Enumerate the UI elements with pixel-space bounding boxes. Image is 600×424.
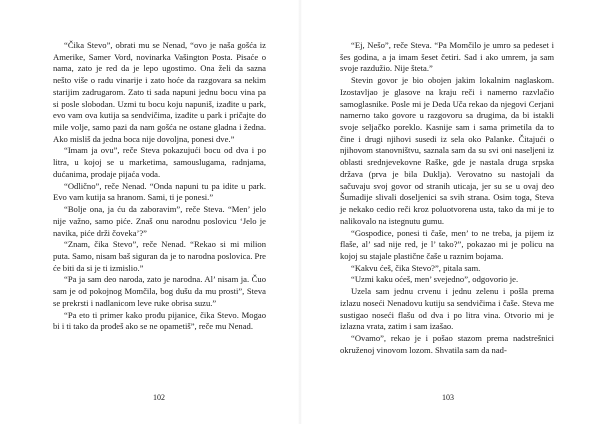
right-page xyxy=(300,0,600,424)
right-page-text xyxy=(340,40,554,356)
paragraph: “Odlično”, reče Nenad. “Onda napuni tu pa idite u park. Evo vam kutija sa hranom. Sami, ti je ponesi.” xyxy=(53,180,266,203)
paragraph: “Gospođice, ponesi ti čaše, men’ to ne treba, ja pijem iz flaše, al’ sad nije red, je l’ tako?”, pokazao mi je policu na kojoj su stajale plastične čaše u raznim bojama. xyxy=(340,227,554,261)
paragraph: “Imam ja ovu”, reče Steva pokazujući bocu od dva i po litra, u kojoj se u marketima, samouslugama, radnjama, dućanima, prodaje pijaća voda. xyxy=(53,145,266,179)
paragraph: “Pa ja sam deo naroda, zato je narodna. Al’ nisam ja. Čuo sam je od pokojnog Momčila, bog dušu da mu prosti”, Steva se prekrsti i nadlanicom leve ruke obrisa suzu.” xyxy=(53,274,266,308)
page-number: 102 xyxy=(153,393,165,402)
paragraph: “Pa eto ti primer kako prođu pijanice, čika Stevo. Mogao bi i ti tako da prođeš ako se ne opametiš”, reče mu Nenad. xyxy=(53,309,266,332)
paragraph: “Bolje ona, ja ću da zaboravim”, reče Steva. “Men’ jelo nije važno, samo piće. Znaš onu narodnu poslovicu ‘Jelo je navika, piće drži čoveka’?” xyxy=(53,204,266,238)
paragraph: “Znam, čika Stevo”, reče Nenad. “Rekao si mi milion puta. Samo, nisam baš siguran da je to narodna poslovica. Pre će biti da si je ti izmislio.” xyxy=(53,239,266,273)
paragraph: “Kakvu ćeš, čika Stevo?”, pitala sam. xyxy=(351,262,481,273)
page-number: 103 xyxy=(442,393,454,402)
paragraph: “Ovamo”, rekao je i pošao stazom prema nadstrešnici okruženoj vinovom lozom. Shvatila sam da nad- xyxy=(340,332,554,355)
paragraph: Stevin govor je bio obojen jakim lokalnim naglaskom. Izostavljao je glasove na kraju reči i namerno razvlačio samoglasnike. Posle mi je Deda Uča rekao da njegovi Cerjani namerno tako govore u razgovoru sa drugima, da bi istakli svoje seljačko poreklo. Kasnije sam i sama primetila da to čine i drugi njihovi susedi iz sela oko Palanke. Čitajući o njihovom stanovništvu, saznala sam da su svi oni naseljeni iz oblasti srednjevekovne Raške, gde je nastala druga srpska država (prva je bila Duklja). Verovatno su nastojali da sačuvaju svoj govor od stranih uticaja, jer su se u ovaj deo Šumadije slivali doseljenici sa svih strana. Osim toga, Steva je nekako cedio reči kroz poluotvorena usta, tako da mi je to nalikovalo na istegnutu gumu. xyxy=(340,75,554,226)
left-page-text xyxy=(53,40,266,333)
paragraph: “Uzmi kaku oćeš, men’ svejedno”, odgovorio je. xyxy=(351,274,519,285)
paragraph: Uzela sam jednu crvenu i jednu zelenu i pošla prema izlazu noseći Nenadovu kutiju sa sendvičima i čaše. Steva me sustigao noseći flašu od dva i po litra vina. Otvorio mi je izlazna vrata, zatim i sam izašao. xyxy=(340,286,554,332)
paragraph: “Čika Stevo”, obrati mu se Nenad, “ovo je naša gošća iz Amerike, Samer Vord, novinarka Vašington Posta. Pisaće o nama, zato je red da je lepo ugostimo. Ona želi da sazna nešto više o radu vinarije i zato hoće da razgovara sa nekim starijim zadrugarom. Zato ti sada napuni jednu bocu vina pa si posle slobodan. Uzmi tu bocu koju napuniš, izađite u park, evo vam ova kutija sa sendvičima, izađite u park i pričajte do mile volje, samo pazi da nam gošća ne ostane gladna i žedna. Ako misliš da jedna boca nije dovoljna, ponesi dve.” xyxy=(53,40,266,144)
paragraph: “Ej, Nešo”, reče Steva. “Pa Momčilo je umro sa pedeset i šes godina, a ja imam šeset četiri. Sad i ako umrem, ja sam svoje razdužio. Nije šteta.” xyxy=(340,40,554,74)
